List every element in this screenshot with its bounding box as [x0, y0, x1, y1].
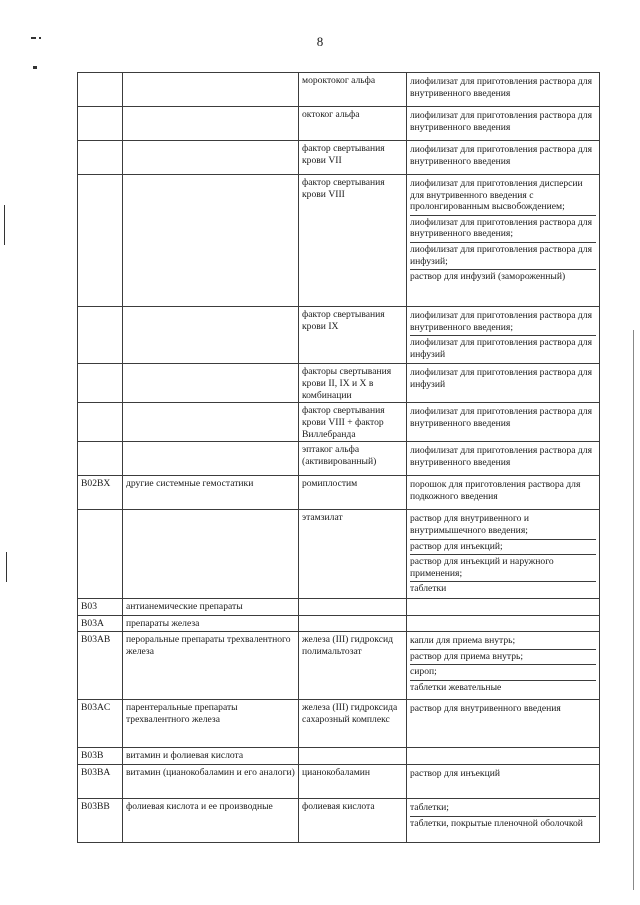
pharm-group-cell: препараты железа: [123, 615, 299, 631]
atc-code-cell: B03AC: [78, 699, 123, 747]
table-row: [78, 747, 600, 764]
table-row: [78, 175, 600, 307]
drug-name-cell: [299, 747, 407, 764]
dosage-forms-cell: [407, 107, 600, 141]
drug-name-cell: факторы свертывания крови II, IX и X в комбинации: [299, 364, 407, 403]
scan-speck-mid: [33, 66, 37, 69]
dosage-forms-cell: [407, 364, 600, 403]
dosage-form-line: раствор для приема внутрь;: [410, 650, 596, 666]
dosage-form-line: раствор для инъекций и наружного применения;: [410, 555, 596, 582]
dosage-forms-cell: [407, 175, 600, 307]
drug-name-cell: [299, 615, 407, 631]
table-row: [78, 476, 600, 510]
pharm-group-cell: [123, 442, 299, 476]
dosage-form-line: лиофилизат для приготовления раствора для внутривенного введения: [410, 76, 592, 99]
table-row: [78, 615, 600, 631]
drug-name-cell: фактор свертывания крови IX: [299, 307, 407, 364]
medicines-table: [77, 72, 600, 843]
atc-code-cell: B03BB: [78, 798, 123, 842]
pharm-group-cell: парентеральные препараты трехвалентного железа: [123, 699, 299, 747]
table-body: [78, 73, 600, 843]
drug-name-cell: этамзилат: [299, 510, 407, 599]
dosage-form-line: порошок для приготовления раствора для подкожного введения: [410, 479, 581, 502]
page-number: 8: [316, 34, 324, 49]
table-row: [78, 699, 600, 747]
pharm-group-cell: [123, 510, 299, 599]
atc-code-cell: B02BX: [78, 476, 123, 510]
scan-speck-top: [31, 37, 36, 39]
table-row: [78, 107, 600, 141]
table-row: [78, 442, 600, 476]
atc-code-cell: [78, 364, 123, 403]
dosage-form-line: [410, 601, 596, 604]
dosage-form-line: лиофилизат для приготовления раствора для внутривенного введения;: [410, 216, 596, 243]
atc-code-cell: B03A: [78, 615, 123, 631]
dosage-forms-cell: [407, 598, 600, 615]
dosage-forms-cell: [407, 476, 600, 510]
atc-code-cell: [78, 73, 123, 107]
atc-code-cell: [78, 141, 123, 175]
atc-code-cell: [78, 510, 123, 599]
pharm-group-cell: [123, 175, 299, 307]
table-row: [78, 364, 600, 403]
dosage-forms-cell: [407, 631, 600, 699]
pharm-group-cell: [123, 307, 299, 364]
table-row: [78, 73, 600, 107]
dosage-form-line: сироп;: [410, 665, 596, 681]
dosage-forms-cell: [407, 510, 600, 599]
atc-code-cell: B03AB: [78, 631, 123, 699]
pharm-group-cell: антианемические препараты: [123, 598, 299, 615]
atc-code-cell: B03B: [78, 747, 123, 764]
dosage-form-line: лиофилизат для приготовления раствора для внутривенного введения: [410, 445, 592, 468]
table-row: [78, 631, 600, 699]
atc-code-cell: B03: [78, 598, 123, 615]
dosage-form-line: лиофилизат для приготовления дисперсии для внутривенного введения с пролонгированным высвобождением;: [410, 177, 596, 216]
scan-edge-line-left: [4, 205, 5, 245]
dosage-form-line: лиофилизат для приготовления раствора для инфузий: [410, 367, 592, 390]
dosage-form-line: таблетки: [410, 583, 447, 595]
drug-name-cell: эптаког альфа (активированный): [299, 442, 407, 476]
dosage-form-line: раствор для инъекций: [410, 767, 500, 779]
dosage-form-line: раствор для инъекций;: [410, 540, 596, 556]
table-row: [78, 307, 600, 364]
pharm-group-cell: пероральные препараты трехвалентного железа: [123, 631, 299, 699]
dosage-forms-cell: [407, 442, 600, 476]
drug-name-cell: фактор свертывания крови VIII + фактор Виллебранда: [299, 403, 407, 442]
drug-name-cell: фактор свертывания крови VII: [299, 141, 407, 175]
pharm-group-cell: [123, 364, 299, 403]
drug-name-cell: фолиевая кислота: [299, 798, 407, 842]
dosage-form-line: [410, 618, 596, 621]
atc-code-cell: [78, 403, 123, 442]
pharm-group-cell: [123, 403, 299, 442]
dosage-form-line: лиофилизат для приготовления раствора для инфузий: [410, 337, 592, 360]
table-row: [78, 598, 600, 615]
atc-code-cell: [78, 107, 123, 141]
drug-name-cell: цианокобаламин: [299, 764, 407, 798]
dosage-form-line: таблетки жевательные: [410, 681, 502, 693]
drug-name-cell: мороктоког альфа: [299, 73, 407, 107]
dosage-form-line: раствор для инфузий (замороженный): [410, 271, 566, 283]
dosage-forms-cell: [407, 798, 600, 842]
dosage-forms-cell: [407, 747, 600, 764]
pharm-group-cell: [123, 73, 299, 107]
dosage-form-line: лиофилизат для приготовления раствора для инфузий;: [410, 243, 596, 270]
pharm-group-cell: витамин (цианокобаламин и его аналоги): [123, 764, 299, 798]
drug-name-cell: железа (III) гидроксида сахарозный комплекс: [299, 699, 407, 747]
atc-code-cell: [78, 175, 123, 307]
table-row: [78, 798, 600, 842]
atc-code-cell: B03BA: [78, 764, 123, 798]
atc-code-cell: [78, 307, 123, 364]
table-row: [78, 141, 600, 175]
dosage-forms-cell: [407, 141, 600, 175]
dosage-form-line: таблетки, покрытые пленочной оболочкой: [410, 817, 583, 829]
dosage-form-line: лиофилизат для приготовления раствора для внутривенного введения;: [410, 309, 596, 336]
pharm-group-cell: витамин и фолиевая кислота: [123, 747, 299, 764]
dosage-form-line: капли для приема внутрь;: [410, 634, 596, 650]
drug-name-cell: фактор свертывания крови VIII: [299, 175, 407, 307]
dosage-forms-cell: [407, 73, 600, 107]
table-row: [78, 764, 600, 798]
drug-name-cell: октоког альфа: [299, 107, 407, 141]
dosage-form-line: лиофилизат для приготовления раствора для внутривенного введения: [410, 406, 592, 429]
pharm-group-cell: [123, 141, 299, 175]
atc-code-cell: [78, 442, 123, 476]
pharm-group-cell: другие системные гемостатики: [123, 476, 299, 510]
table-row: [78, 403, 600, 442]
scan-edge-line-right: [633, 330, 634, 890]
dosage-form-line: раствор для внутривенного и внутримышечного введения;: [410, 512, 596, 539]
pharm-group-cell: [123, 107, 299, 141]
pharm-group-cell: фолиевая кислота и ее производные: [123, 798, 299, 842]
dosage-forms-cell: [407, 615, 600, 631]
dosage-form-line: раствор для внутривенного введения: [410, 702, 561, 714]
dosage-form-line: таблетки;: [410, 801, 596, 817]
scan-speck-top-small: [39, 37, 41, 39]
scan-edge-line-left-lower: [6, 552, 7, 582]
dosage-forms-cell: [407, 699, 600, 747]
dosage-form-line: лиофилизат для приготовления раствора для внутривенного введения: [410, 110, 592, 133]
drug-name-cell: железа (III) гидроксид полимальтозат: [299, 631, 407, 699]
dosage-forms-cell: [407, 403, 600, 442]
dosage-form-line: лиофилизат для приготовления раствора для внутривенного введения: [410, 144, 592, 167]
dosage-forms-cell: [407, 307, 600, 364]
table-row: [78, 510, 600, 599]
drug-name-cell: ромиплостим: [299, 476, 407, 510]
drug-name-cell: [299, 598, 407, 615]
dosage-forms-cell: [407, 764, 600, 798]
dosage-form-line: [410, 750, 596, 753]
